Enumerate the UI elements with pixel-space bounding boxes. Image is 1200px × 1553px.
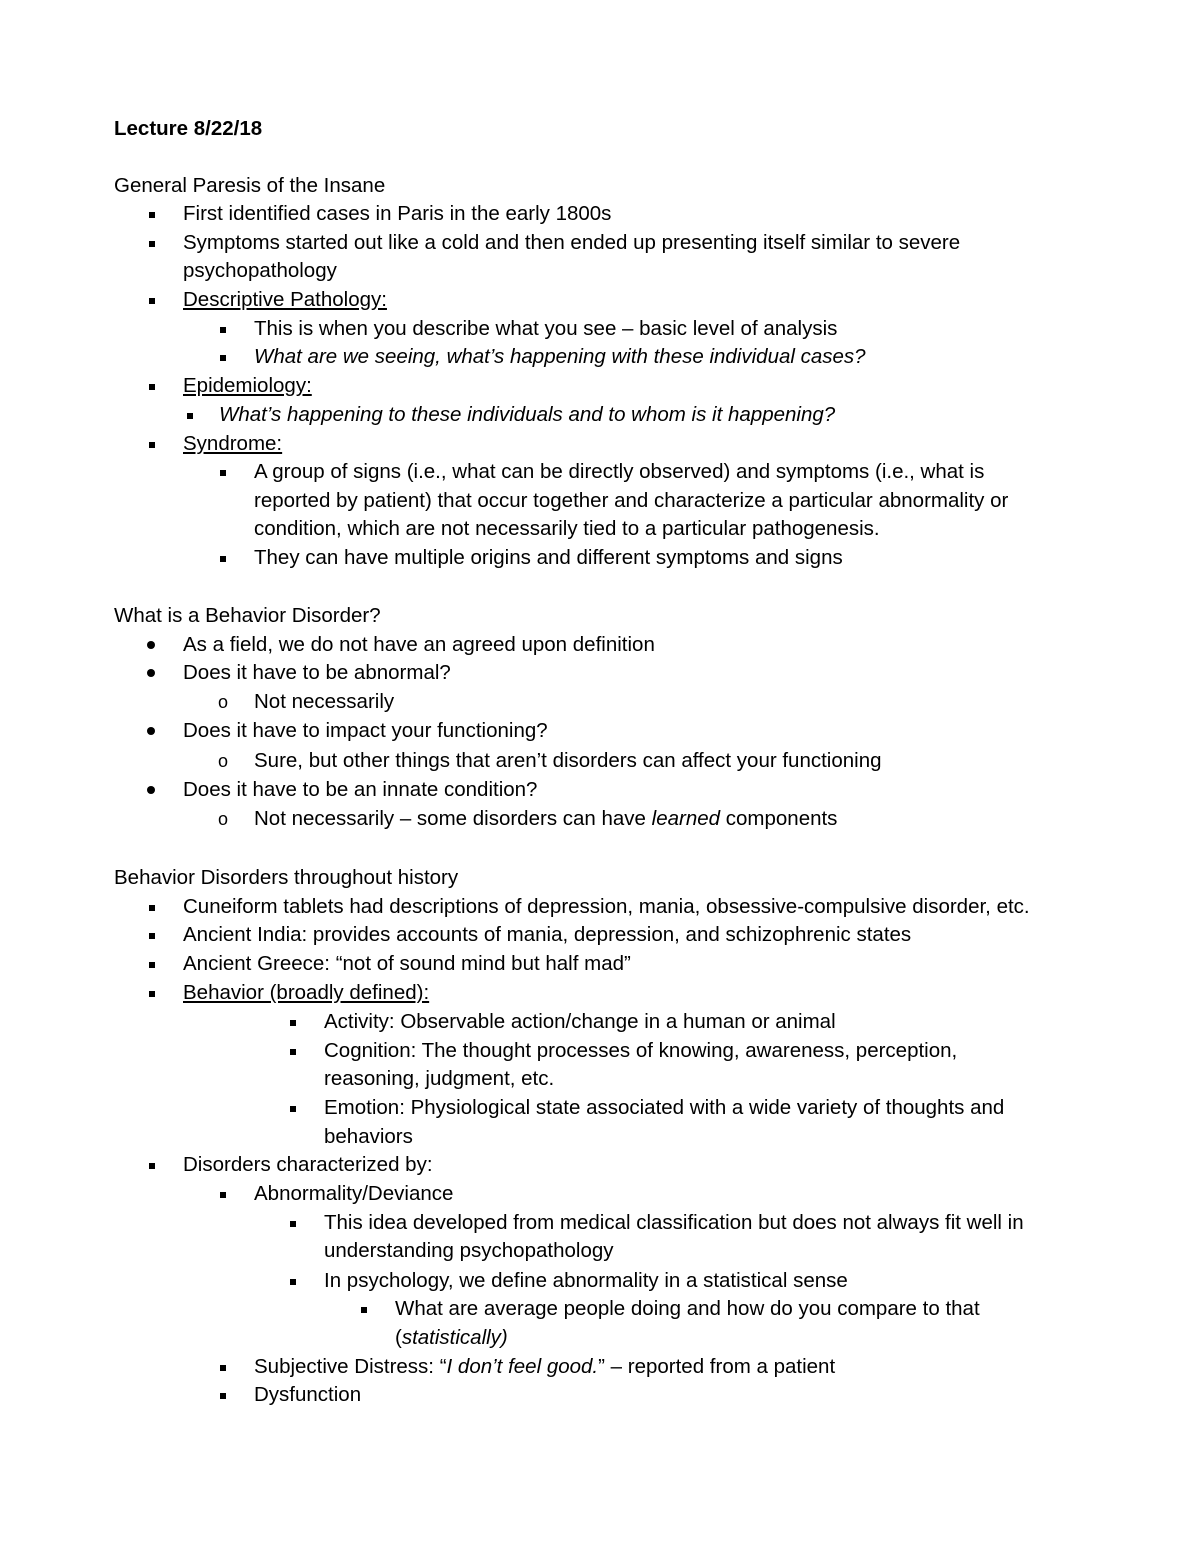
sub-list-item: Abnormality/Deviance <box>254 1182 454 1205</box>
sub-sub-sub-list-item: What are average people doing and how do you compare to that <box>395 1297 980 1320</box>
list-item: Cuneiform tablets had descriptions of depression, mania, obsessive-compulsive disorder, etc. <box>183 895 1030 918</box>
list-item: Does it have to impact your functioning? <box>183 719 548 742</box>
round-bullet-icon <box>147 631 155 659</box>
sub-sub-sub-list-item-continued <box>395 1324 508 1352</box>
sub-list-item: They can have multiple origins and different symptoms and signs <box>254 546 843 569</box>
list-item: Ancient India: provides accounts of mania, depression, and schizophrenic states <box>183 923 912 946</box>
square-bullet-icon <box>149 979 155 1007</box>
sub-list-item <box>254 1353 835 1381</box>
round-bullet-icon <box>147 659 155 687</box>
sub-list-item-continued: condition, which are not necessarily tied to a particular pathogenesis. <box>254 517 880 540</box>
sub-list-item: Emotion: Physiological state associated with a wide variety of thoughts and <box>324 1096 1005 1119</box>
hollow-bullet-icon: o <box>218 809 229 829</box>
list-item: Disorders characterized by: <box>183 1153 433 1176</box>
square-bullet-icon <box>149 200 155 228</box>
square-bullet-icon <box>220 315 226 343</box>
list-item: As a field, we do not have an agreed upon definition <box>183 633 655 656</box>
sub-sub-list-item: In psychology, we define abnormality in a statistical sense <box>324 1269 848 1292</box>
sub-list-item: What’s happening to these individuals and to whom is it happening? <box>219 403 836 426</box>
list-item: Does it have to be an innate condition? <box>183 778 538 801</box>
square-bullet-icon <box>361 1295 367 1323</box>
sub-list-item <box>254 805 837 833</box>
square-bullet-icon <box>149 950 155 978</box>
square-bullet-icon <box>220 458 226 486</box>
emphasis-text: learned <box>651 807 721 830</box>
square-bullet-icon <box>290 1037 296 1065</box>
list-item-label: Epidemiology: <box>183 374 312 397</box>
square-bullet-icon <box>149 372 155 400</box>
sub-list-item: Sure, but other things that aren’t disorders can affect your functioning <box>254 749 882 772</box>
emphasis-text: statistically) <box>401 1326 508 1349</box>
emphasis-text: I don’t feel good. <box>446 1355 599 1378</box>
square-bullet-icon <box>220 1180 226 1208</box>
round-bullet-icon <box>147 776 155 804</box>
sub-sub-list-item-continued: understanding psychopathology <box>324 1239 614 1262</box>
square-bullet-icon <box>149 286 155 314</box>
sub-list-item: Cognition: The thought processes of knowing, awareness, perception, <box>324 1039 958 1062</box>
square-bullet-icon <box>290 1008 296 1036</box>
sub-list-item-continued: reported by patient) that occur together and characterize a particular abnormality or <box>254 489 1009 512</box>
square-bullet-icon <box>220 1381 226 1409</box>
hollow-bullet-icon: o <box>218 692 229 712</box>
square-bullet-icon <box>290 1094 296 1122</box>
sub-list-item: A group of signs (i.e., what can be directly observed) and symptoms (i.e., what is <box>254 460 985 483</box>
sub-list-item: Activity: Observable action/change in a human or animal <box>324 1010 836 1033</box>
sub-list-item-text: components <box>720 807 838 830</box>
sub-list-item-text: Subjective Distress: “ <box>254 1355 447 1378</box>
sub-list-item-continued: behaviors <box>324 1125 413 1148</box>
sub-list-item-text: ” – reported from a patient <box>598 1355 836 1378</box>
hollow-bullet-icon: o <box>218 751 229 771</box>
section-heading: Behavior Disorders throughout history <box>114 866 459 889</box>
list-item-label: Descriptive Pathology: <box>183 288 387 311</box>
list-item-label: Behavior (broadly defined): <box>183 981 430 1004</box>
list-item: Ancient Greece: “not of sound mind but half mad” <box>183 952 631 975</box>
square-bullet-icon <box>149 893 155 921</box>
sub-list-item: This is when you describe what you see – basic level of analysis <box>254 317 838 340</box>
square-bullet-icon <box>290 1267 296 1295</box>
square-bullet-icon <box>149 430 155 458</box>
square-bullet-icon <box>149 229 155 257</box>
page-title: Lecture 8/22/18 <box>114 117 263 140</box>
list-item: First identified cases in Paris in the early 1800s <box>183 202 612 225</box>
paren-text: ( <box>395 1326 402 1349</box>
list-item-label: Syndrome: <box>183 432 283 455</box>
sub-list-item-text: Not necessarily – some disorders can have <box>254 807 652 830</box>
square-bullet-icon <box>220 1353 226 1381</box>
list-item-continued: psychopathology <box>183 259 337 282</box>
sub-list-item-continued: reasoning, judgment, etc. <box>324 1067 555 1090</box>
list-item: Does it have to be abnormal? <box>183 661 451 684</box>
sub-list-item: Not necessarily <box>254 690 395 713</box>
section-heading: General Paresis of the Insane <box>114 174 386 197</box>
square-bullet-icon <box>220 544 226 572</box>
square-bullet-icon <box>149 1151 155 1179</box>
square-bullet-icon <box>149 921 155 949</box>
square-bullet-icon <box>220 343 226 371</box>
section-heading: What is a Behavior Disorder? <box>114 604 381 627</box>
list-item: Symptoms started out like a cold and then ended up presenting itself similar to severe <box>183 231 961 254</box>
sub-list-item: Dysfunction <box>254 1383 362 1406</box>
square-bullet-icon <box>290 1209 296 1237</box>
round-bullet-icon <box>147 717 155 745</box>
sub-list-item: What are we seeing, what’s happening with these individual cases? <box>254 345 866 368</box>
sub-sub-list-item: This idea developed from medical classification but does not always fit well in <box>324 1211 1024 1234</box>
square-bullet-icon <box>187 401 193 429</box>
